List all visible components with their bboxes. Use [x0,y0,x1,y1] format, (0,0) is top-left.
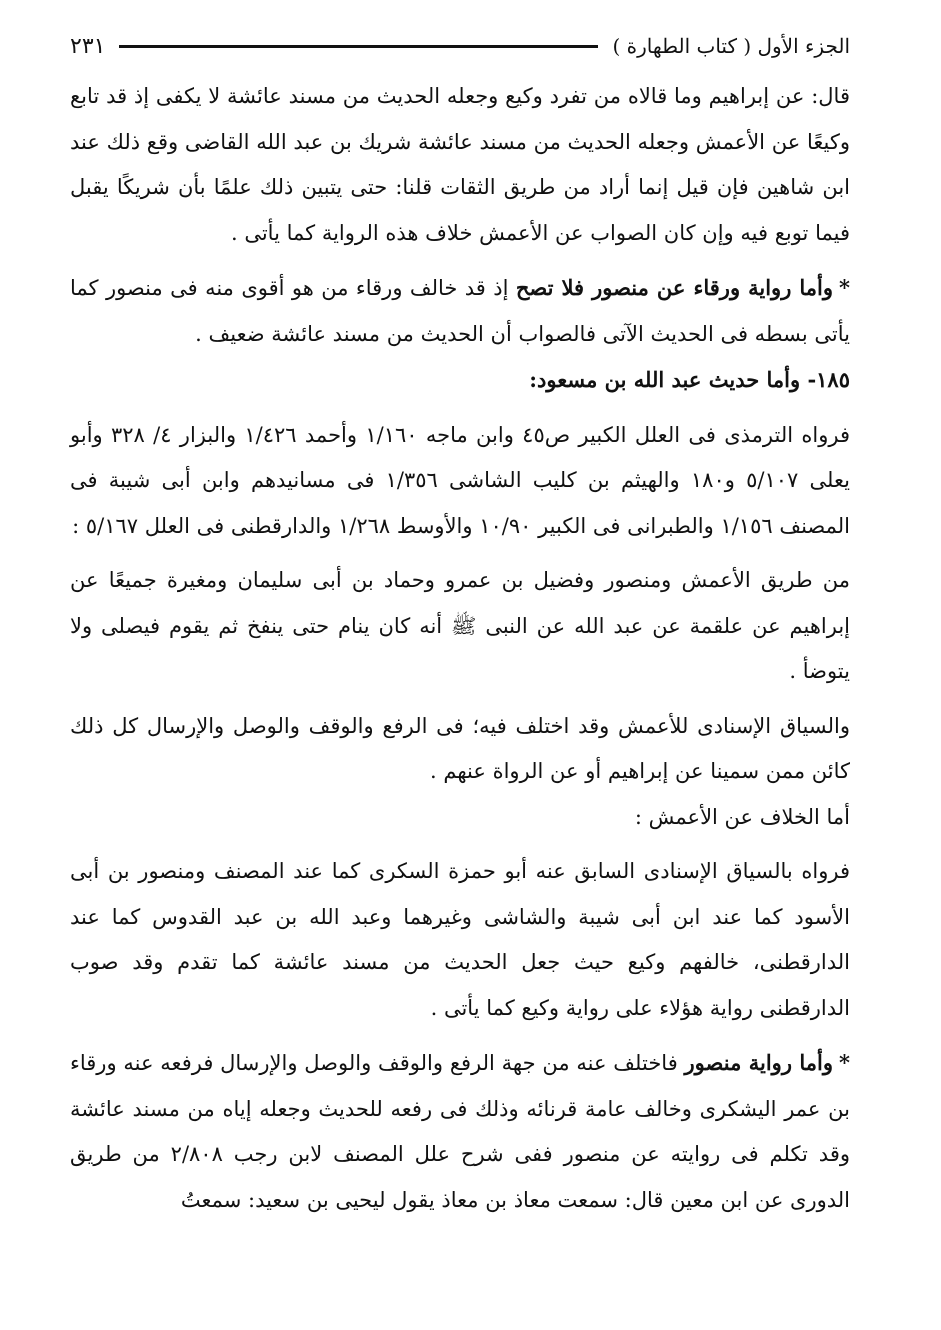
paragraph-9 [70,1040,850,1223]
hadith-heading [70,357,850,404]
paragraph-text: فاختلف عنه من جهة الرفع والوقف والوصل والإرسال فرفعه عنه ورقاء بن عمر اليشكرى وخالف عامة قرنائه وذلك فى رفعه للحديث وجعله إياه من مسند عائشة وقد تكلم فى روايته عن منصور ففى شرح علل المصنف لابن رجب ٢/٨٠٨ من طريق الدورى عن ابن معين قال: سمعت معاذ بن معاذ يقول ليحيى بن سعيد: سمعتُ [70,1051,851,1212]
paragraph-2 [70,265,850,357]
paragraph-7 [70,795,850,841]
paragraph-text: أما الخلاف عن الأعمش : [634,804,850,829]
paragraph-text: فرواه بالسياق الإسنادى السابق عنه أبو حمزة السكرى كما عند المصنف ومنصور بن أبى الأسود كما عند ابن أبى شيبة والشاشى وغيرهما وعبد الله بن عبد القدوس كما عند الدارقطنى، خالفهم وكيع حيث جعل الحديث من مسند عائشة كما تقدم وقد صوب الدارقطنى رواية هؤلاء على رواية وكيع كما يأتى . [70,859,850,1020]
paragraph-8 [70,849,850,1031]
running-title: الجزء الأول ( كتاب الطهارة ) [612,34,850,58]
document-page [70,28,850,1223]
header-rule [119,45,598,48]
star-marker: * [839,275,850,300]
paragraph-text: والسياق الإسنادى للأعمش وقد اختلف فيه؛ فى الرفع والوقف والوصل والإرسال كل ذلك كائن ممن سمينا عن إبراهيم أو عن الرواة عنهم . [70,713,850,783]
paragraph-lead: وأما رواية منصور [684,1050,834,1075]
paragraph-text: قال: عن إبراهيم وما قالاه من تفرد وكيع وجعله الحديث من مسند عائشة لا يكفى إذ قد تابع وكيعًا عن الأعمش وجعله الحديث من مسند عائشة شريك بن عبد الله القاضى وقع ذلك عند ابن شاهين فإن قيل إنما أراد من طريق الثقات قلنا: حتى يتبين ذلك علمًا بأن شريكًا يقبل فيما توبع فيه وإن كان الصواب عن الأعمش خلاف هذه الرواية كما يأتى . [70,84,850,245]
paragraph-5 [70,558,850,695]
paragraph-1 [70,74,850,256]
paragraph-text: إذ قد خالف ورقاء من هو أقوى منه فى منصور كما يأتى بسطه فى الحديث الآتى فالصواب أن الحديث من مسند عائشة ضعيف . [70,276,850,346]
paragraph-4 [70,413,850,550]
paragraph-6 [70,704,850,795]
page-header [70,28,850,64]
paragraph-text: فرواه الترمذى فى العلل الكبير ص٤٥ وابن ماجه ١/١٦٠ وأحمد ١/٤٢٦ والبزار ٤/ ٣٢٨ وأبو يعلى ٥/١٠٧ و١٨٠ والهيثم بن كليب الشاشى ١/٣٥٦ فى مسانيدهم وابن أبى شيبة فى المصنف ١/١٥٦ والطبرانى فى الكبير ١٠/٩٠ والأوسط ١/٢٦٨ والدارقطنى فى العلل ٥/١٦٧ : [70,422,850,538]
page-number: ٢٣١ [70,33,106,59]
paragraph-text: من طريق الأعمش ومنصور وفضيل بن عمرو وحماد بن أبى سليمان ومغيرة جميعًا عن إبراهيم عن علقمة عن عبد الله عن النبى ﷺ أنه كان ينام حتى ينفخ ثم يقوم فيصلى ولا يتوضأ . [70,568,850,683]
heading-text: ١٨٥- وأما حديث عبد الله بن مسعود: [529,367,850,392]
star-marker: * [839,1050,850,1075]
paragraph-lead: وأما رواية ورقاء عن منصور فلا تصح [515,275,834,300]
